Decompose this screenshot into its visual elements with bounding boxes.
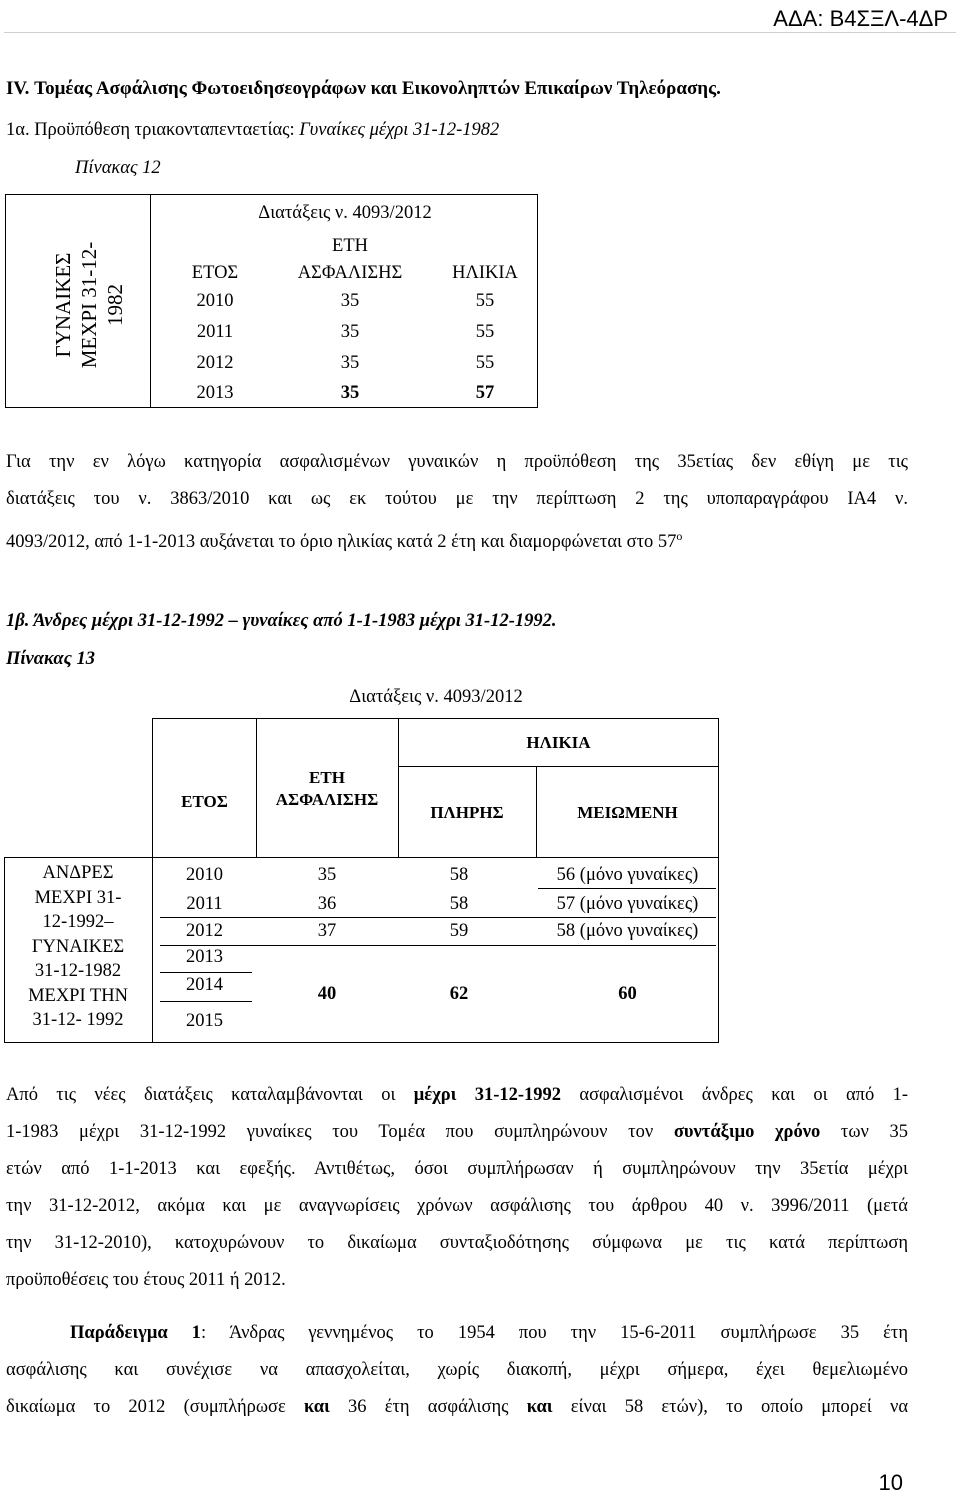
table12-col-year: ΕΤΟΣ: [191, 263, 239, 283]
table13-cell-full: 58: [449, 894, 469, 914]
table13-col-age: ΗΛΙΚΙΑ: [526, 733, 591, 752]
table13-side-label-line: 31-12- 1992: [32, 1010, 124, 1030]
paragraph-2: [6, 1077, 908, 1299]
table12-side-label: [34, 200, 144, 410]
table13-cell-full: 58: [449, 865, 469, 885]
table13-row-underline: [160, 1001, 252, 1002]
table13-col-year: ΕΤΟΣ: [181, 792, 228, 811]
table12-cell-years: 35: [340, 383, 360, 403]
text: 36 έτη ασφάλισης: [329, 1397, 527, 1417]
text: ασφαλισμένοι άνδρες και οι από 1-: [561, 1085, 908, 1105]
page-number: 10: [878, 1470, 903, 1495]
paragraph-2-line: την 31-12-2010), κατοχυρώνουν το δικαίωμα συνταξιοδότησης σύμφωνα με τις κατά περίπτωση: [6, 1233, 908, 1253]
table13-later-full: 62: [449, 984, 469, 1004]
table12-cell-year: 2012: [196, 353, 234, 373]
table13-cell-reduced: 56 (μόνο γυναίκες): [556, 865, 699, 885]
table13-row-underline: [160, 917, 716, 918]
paragraph-1-line: Για την εν λόγω κατηγορία ασφαλισμένων γυναικών η προϋπόθεση της 35ετίας δεν εθίγη με τις: [6, 452, 908, 472]
table12-cell-year: 2013: [196, 383, 234, 403]
text: : Άνδρας γεννημένος το 1954 που την 15-6-2011 συμπλήρωσε 35 έτη: [200, 1323, 908, 1343]
paragraph-1: [6, 444, 908, 555]
table13-later-years: 40: [317, 984, 337, 1004]
subsection-1a: [6, 120, 499, 141]
paragraph-2-line: [6, 1114, 908, 1151]
table12-col-years-ins-1: ΕΤΗ: [332, 236, 368, 256]
table13-side-label: [4, 861, 152, 1033]
table13-cell-full: 59: [449, 921, 469, 941]
bold-text: και: [526, 1397, 553, 1417]
table12-caption: Πίνακας 12: [75, 158, 161, 178]
table13-bottom-border: [4, 1042, 719, 1043]
table12-divider: [150, 194, 151, 408]
paragraph-2-line: ετών από 1-1-2013 και εφεξής. Αντιθέτως, όσοι συμπλήρωσαν ή συμπληρώνουν την 35ετία μέχρι: [6, 1159, 908, 1179]
table13-cell-reduced: 57 (μόνο γυναίκες): [556, 894, 699, 914]
table12-cell-age: 55: [475, 291, 495, 311]
table13-later-reduced: 60: [618, 984, 637, 1004]
table13-side-label-line: ΜΕΧΡΙ 31-: [34, 887, 122, 908]
table13-cell-years: 37: [317, 921, 337, 941]
table13-side-label-line: ΑΝΔΡΕΣ: [42, 863, 114, 883]
table12-col-age: ΗΛΙΚΙΑ: [452, 263, 518, 283]
table13-header-bottom: [4, 857, 719, 858]
table12-cell-years: 35: [340, 291, 360, 311]
table13-col-full: ΠΛΗΡΗΣ: [430, 803, 504, 822]
table12-provisions: Διατάξεις ν. 4093/2012: [258, 203, 432, 223]
table12-cell-years: 35: [340, 353, 360, 373]
table13-side-label-line: 31-12-1982: [34, 961, 122, 981]
table13-col-years-ins-2: ΑΣΦΑΛΙΣΗΣ: [275, 790, 379, 809]
paragraph-1-line-last-text: 4093/2012, από 1-1-2013 αυξάνεται το όριο ηλικίας κατά 2 έτη και διαμορφώνεται στο 57: [6, 532, 677, 553]
table12-cell-years: 35: [340, 322, 360, 342]
text: των 35: [820, 1122, 909, 1142]
table12-cell-age: 57: [475, 383, 495, 403]
paragraph-1-line: διατάξεις του ν. 3863/2010 και ως εκ τούτου με την περίπτωση 2 της υποπαραγράφου ΙΑ4 ν.: [6, 489, 908, 509]
table13-row-underline: [538, 888, 716, 889]
bold-text: μέχρι 31-12-1992: [413, 1085, 562, 1105]
paragraph-2-line: την 31-12-2012, ακόμα και με αναγνωρίσεις χρόνων ασφάλισης του άρθρου 40 ν. 3996/2011 (μετά: [6, 1196, 908, 1216]
table13-cell-years: 35: [317, 865, 337, 885]
table12-side-label-line1: ΓΥΝΑΙΚΕΣ: [51, 252, 75, 358]
table13-cell-year: 2011: [186, 894, 223, 914]
table13-row-underline: [160, 945, 716, 946]
table13-caption: Πίνακας 13: [6, 649, 96, 669]
bold-text: Παράδειγμα 1: [70, 1323, 201, 1343]
table13-side-label-line: 12-1992–: [42, 912, 114, 932]
table12-side-label-line2: ΜΕΧΡΙ 31-12-: [77, 241, 101, 369]
subsection-1a-italic: Γυναίκες μέχρι 31-12-1982: [299, 120, 500, 140]
table12-cell-age: 55: [475, 353, 495, 373]
subsection-1a-prefix: 1α. Προϋπόθεση τριακονταπενταετίας:: [6, 120, 300, 140]
text: δικαίωμα το 2012 (συμπλήρωσε: [6, 1397, 304, 1417]
table13-age-divider: [398, 766, 719, 767]
paragraph-3-line: ασφάλισης και συνέχισε να απασχολείται, χωρίς διακοπή, μέχρι σήμερα, έχει θεμελιωμένο: [6, 1360, 908, 1380]
paragraph-1-sup: ο: [676, 529, 683, 543]
bold-text: και: [303, 1397, 330, 1417]
paragraph-3-line: [6, 1315, 908, 1352]
table13-top-border: [152, 718, 719, 719]
header-divider: [4, 32, 956, 33]
table13-cell-year: 2013: [186, 947, 223, 967]
table13-row-underline: [160, 972, 252, 973]
table13-col-reduced: ΜΕΙΩΜΕΝΗ: [577, 803, 678, 822]
table13-col-years-ins-1: ΕΤΗ: [309, 768, 345, 787]
ada-code: ΑΔΑ: Β4ΣΞΛ-4ΔΡ: [773, 6, 948, 31]
paragraph-2-line-last: προϋποθέσεις του έτους 2011 ή 2012.: [6, 1270, 286, 1290]
text: είναι 58 ετών), το οποίο μπορεί να: [552, 1397, 909, 1417]
paragraph-1-line-last: [6, 518, 908, 555]
section-title: IV. Τομέας Ασφάλισης Φωτοειδησεογράφων και Εικονοληπτών Επικαίρων Τηλεόρασης.: [6, 78, 721, 99]
table13-side-label-line: ΜΕΧΡΙ ΤΗΝ: [28, 985, 128, 1006]
table12-cell-year: 2010: [196, 291, 234, 311]
paragraph-3-line: [6, 1389, 908, 1426]
table12-cell-year: 2011: [196, 322, 234, 342]
paragraph-2-line: [6, 1077, 908, 1114]
subsection-1b: 1β. Άνδρες μέχρι 31-12-1992 – γυναίκες από 1-1-1983 μέχρι 31-12-1992.: [6, 611, 557, 631]
bold-text: συντάξιμο χρόνο: [673, 1122, 821, 1142]
table13-cell-reduced: 58 (μόνο γυναίκες): [556, 921, 699, 941]
table13-cell-year: 2010: [186, 865, 223, 885]
table13-cell-year: 2012: [186, 921, 223, 941]
text: 1-1983 μέχρι 31-12-1992 γυναίκες του Τομέα που συμπληρώνουν τον: [6, 1122, 674, 1142]
table12-side-label-line3: 1982: [103, 284, 127, 326]
table13-cell-years: 36: [317, 894, 337, 914]
table13-side-label-line: ΓΥΝΑΙΚΕΣ: [31, 936, 125, 957]
table12-cell-age: 55: [475, 322, 495, 342]
table13-provisions: Διατάξεις ν. 4093/2012: [349, 687, 523, 707]
table12-col-years-ins-2: ΑΣΦΑΛΙΣΗΣ: [297, 263, 403, 283]
table13-cell-year: 2014: [186, 975, 223, 995]
table13-cell-year: 2015: [186, 1011, 223, 1031]
paragraph-3: [6, 1315, 908, 1426]
text: Από τις νέες διατάξεις καταλαμβάνονται οι: [6, 1085, 414, 1105]
